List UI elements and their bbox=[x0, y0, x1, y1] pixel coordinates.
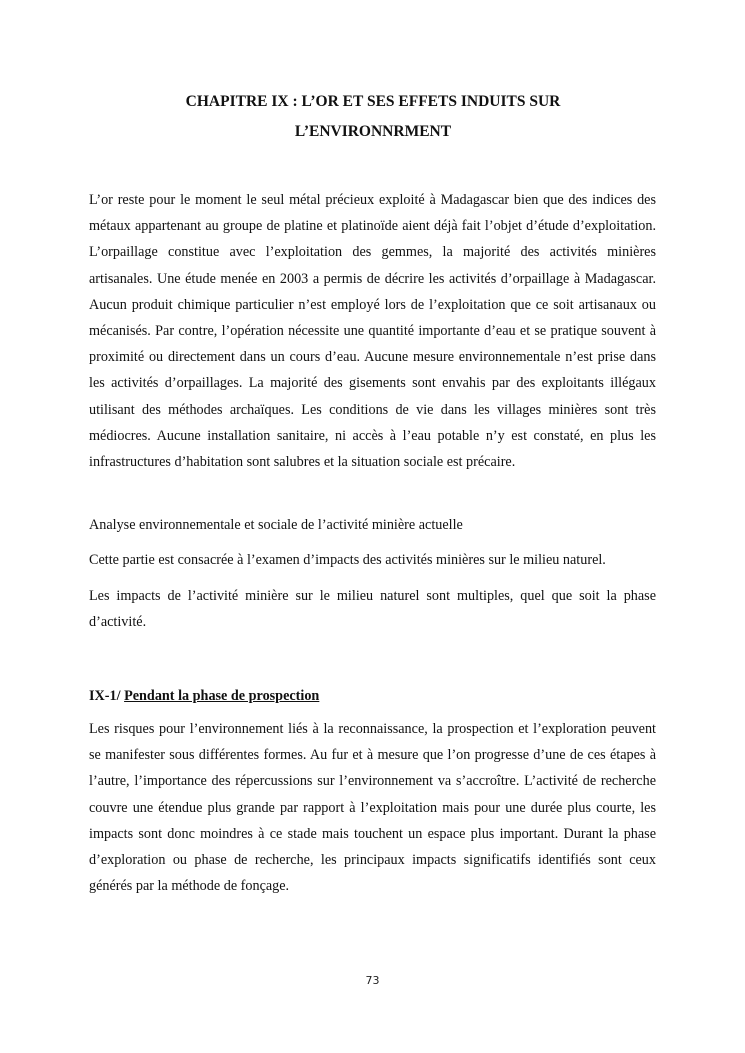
impacts-paragraph: Les impacts de l’activité minière sur le milieu naturel sont multiples, quel que soit la phase d’activité. bbox=[89, 588, 656, 631]
prospection-paragraph: Les risques pour l’environnement liés à la reconnaissance, la prospection et l’exploration peuvent se manifester sous différentes formes. Au fur et à mesure que l’on progresse d’une de ces étapes à l’autre, l’importance des répercussions sur l’environnement va s’accroître. L’activité de recherche couvre une étendue plus grande par rapport à l’exploitation mais pour une durée plus courte, les impacts sont donc moindres à ce stade mais touchent un espace plus important. Durant la phase d’exploration ou phase de recherche, les principaux impacts significatifs identifiés sont ceux générés par la méthode de fonçage. bbox=[89, 721, 656, 895]
chapter-title-line-2: L’ENVIRONNRMENT bbox=[294, 123, 452, 140]
chapter-title bbox=[88, 87, 658, 147]
section-number: IX-1/ bbox=[89, 688, 121, 704]
analysis-paragraph: Analyse environnementale et sociale de l’activité minière actuelle bbox=[89, 517, 463, 533]
chapter-title-line-1: CHAPITRE IX : L’OR ET SES EFFETS INDUITS SUR bbox=[185, 93, 561, 110]
section-title: Pendant la phase de prospection bbox=[124, 688, 320, 704]
section-heading bbox=[89, 683, 319, 709]
page-number: 73 bbox=[365, 974, 380, 987]
intro-paragraph: L’or reste pour le moment le seul métal précieux exploité à Madagascar bien que des indices des métaux appartenant au groupe de platine et platinoïde aient déjà fait l’objet d’étude d’exploitation. L’orpaillage constitue avec l’exploitation des gemmes, la majorité des activités minières artisanales. Une étude menée en 2003 a permis de décrire les activités d’orpaillage à Madagascar. Aucun produit chimique particulier n’est employé lors de l’exploitation que ce soit artisanaux ou mécanisés. Par contre, l’opération nécessite une quantité importante d’eau et se pratique souvent à proximité ou directement dans un cours d’eau. Aucune mesure environnementale n’est prise dans les activités d’orpaillages. La majorité des gisements sont envahis par des exploitants illégaux utilisant des méthodes archaïques. Les conditions de vie dans les villages minières sont très médiocres. Aucune installation sanitaire, ni accès à l’eau potable n’y est constaté, en plus les infrastructures d’habitation sont salubres et la situation sociale est précaire. bbox=[89, 192, 656, 471]
scope-paragraph: Cette partie est consacrée à l’examen d’impacts des activités minières sur le milieu naturel. bbox=[89, 552, 606, 568]
